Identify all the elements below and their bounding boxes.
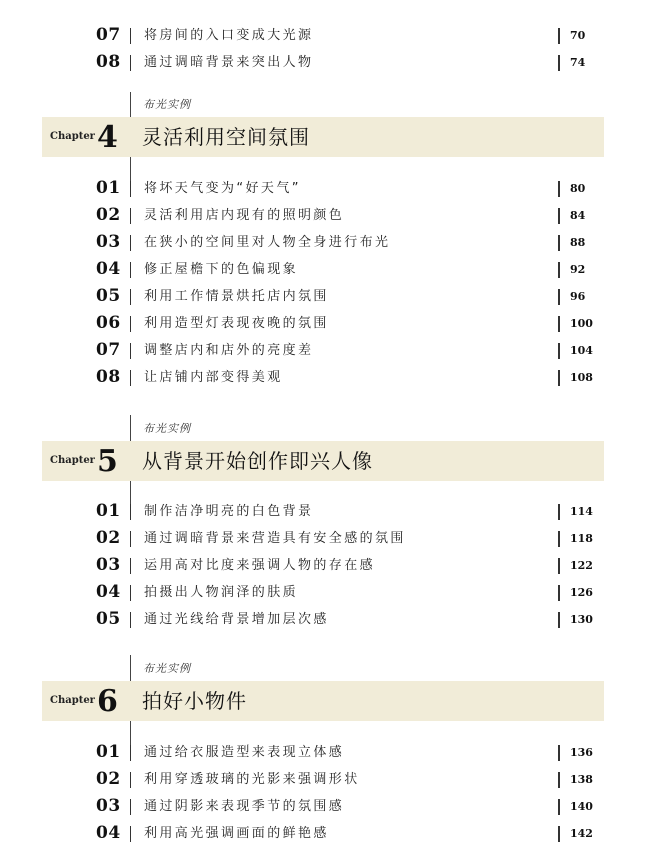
entry-number: 05 [96,286,121,306]
page-number: 96 [570,290,586,303]
entry-title: 通过调暗背景来营造具有安全感的氛围 [144,531,406,546]
entry-number: 07 [96,340,121,360]
entry-title: 利用造型灯表现夜晚的氛围 [144,316,329,331]
entry-number: 06 [96,313,121,333]
entry-title: 修正屋檐下的色偏现象 [144,262,299,277]
page-number: 108 [570,371,593,384]
chapter-title[interactable]: 从背景开始创作即兴人像 [142,449,373,473]
toc-entry[interactable] [0,606,650,633]
divider [130,28,131,44]
page-number: 122 [570,559,593,572]
page-number: 114 [570,505,593,518]
entry-title: 通过给衣服造型来表现立体感 [144,745,345,760]
divider [130,289,131,305]
page-number: 104 [570,344,593,357]
section-label: 布光实例 [143,662,191,675]
toc-entry[interactable] [0,202,650,229]
toc-entry[interactable] [0,820,650,847]
page-number: 84 [570,209,586,222]
toc-entry[interactable] [0,498,650,525]
divider [558,262,560,278]
page-number: 126 [570,586,593,599]
page-number: 136 [570,746,593,759]
toc-entry[interactable] [0,525,650,552]
chapter-title[interactable]: 灵活利用空间氛围 [142,125,310,149]
chapter-number: 4 [97,120,118,155]
entry-title: 将房间的入口变成大光源 [144,28,314,43]
divider [558,826,560,842]
toc-entry[interactable] [0,256,650,283]
chapter-word: Chapter [50,455,95,466]
section-label: 布光实例 [143,422,191,435]
page-number: 130 [570,613,593,626]
entry-title: 拍摄出人物润泽的肤质 [144,585,299,600]
chapter-title[interactable]: 拍好小物件 [142,689,247,713]
entry-number: 05 [96,609,121,629]
entry-number: 08 [96,367,121,387]
toc-entry[interactable] [0,766,650,793]
chapter-banner [42,117,604,157]
page-number: 74 [570,56,586,69]
toc-entry[interactable] [0,229,650,256]
divider [558,316,560,332]
section-label: 布光实例 [143,98,191,111]
divider [130,343,131,359]
entry-title: 通过光线给背景增加层次感 [144,612,329,627]
toc-entry[interactable] [0,739,650,766]
divider [130,316,131,332]
entry-title: 运用高对比度来强调人物的存在感 [144,558,376,573]
divider [558,235,560,251]
divider [130,772,131,788]
divider [558,745,560,761]
divider [558,370,560,386]
page-number: 142 [570,827,593,840]
divider [130,235,131,251]
divider [558,28,560,44]
chapter-banner [42,681,604,721]
toc-entry[interactable] [0,310,650,337]
divider [130,745,131,761]
divider [130,262,131,278]
divider [130,208,131,224]
divider [558,531,560,547]
divider [558,208,560,224]
divider [558,799,560,815]
entry-title: 灵活利用店内现有的照明颜色 [144,208,345,223]
entry-number: 02 [96,528,121,548]
entry-title: 调整店内和店外的亮度差 [144,343,314,358]
entry-number: 08 [96,52,121,72]
toc-entry[interactable] [0,552,650,579]
divider [130,531,131,547]
chapter-word: Chapter [50,695,95,706]
entry-number: 01 [96,742,121,762]
page-number: 138 [570,773,593,786]
page-number: 70 [570,29,586,42]
chapter-number: 5 [97,444,118,479]
entry-title: 通过调暗背景来突出人物 [144,55,314,70]
divider [558,343,560,359]
entry-number: 01 [96,178,121,198]
entry-title: 利用高光强调画面的鲜艳感 [144,826,329,841]
divider [558,504,560,520]
entry-number: 03 [96,796,121,816]
divider [130,799,131,815]
page-number: 118 [570,532,593,545]
toc-entry[interactable] [0,283,650,310]
entry-title: 制作洁净明亮的白色背景 [144,504,314,519]
divider [558,55,560,71]
entry-number: 04 [96,259,121,279]
toc-entry[interactable] [0,579,650,606]
entry-number: 02 [96,205,121,225]
entry-number: 03 [96,555,121,575]
divider [130,585,131,601]
toc-entry[interactable] [0,364,650,391]
entry-title: 让店铺内部变得美观 [144,370,283,385]
toc-entry[interactable] [0,337,650,364]
entry-number: 01 [96,501,121,521]
entry-number: 04 [96,823,121,843]
divider [130,370,131,386]
entry-number: 04 [96,582,121,602]
page-number: 92 [570,263,586,276]
divider [130,181,131,197]
entry-number: 02 [96,769,121,789]
entry-title: 利用穿透玻璃的光影来强调形状 [144,772,360,787]
divider [558,772,560,788]
toc-entry[interactable] [0,49,650,76]
divider [558,558,560,574]
divider [130,504,131,520]
page-number: 88 [570,236,586,249]
divider [558,289,560,305]
divider [558,181,560,197]
chapter-number: 6 [97,684,118,719]
divider [130,55,131,71]
divider [130,826,131,842]
toc-entry[interactable] [0,175,650,202]
divider [558,585,560,601]
toc-entry[interactable] [0,793,650,820]
divider [130,612,131,628]
page-number: 80 [570,182,586,195]
entry-number: 03 [96,232,121,252]
entry-title: 将坏天气变为“好天气” [144,181,301,196]
divider [558,612,560,628]
page-number: 140 [570,800,593,813]
entry-number: 07 [96,25,121,45]
entry-title: 通过阴影来表现季节的氛围感 [144,799,345,814]
chapter-word: Chapter [50,131,95,142]
entry-title: 在狭小的空间里对人物全身进行布光 [144,235,391,250]
page-number: 100 [570,317,593,330]
divider [130,558,131,574]
entry-title: 利用工作情景烘托店内氛围 [144,289,329,304]
toc-entry[interactable] [0,22,650,49]
